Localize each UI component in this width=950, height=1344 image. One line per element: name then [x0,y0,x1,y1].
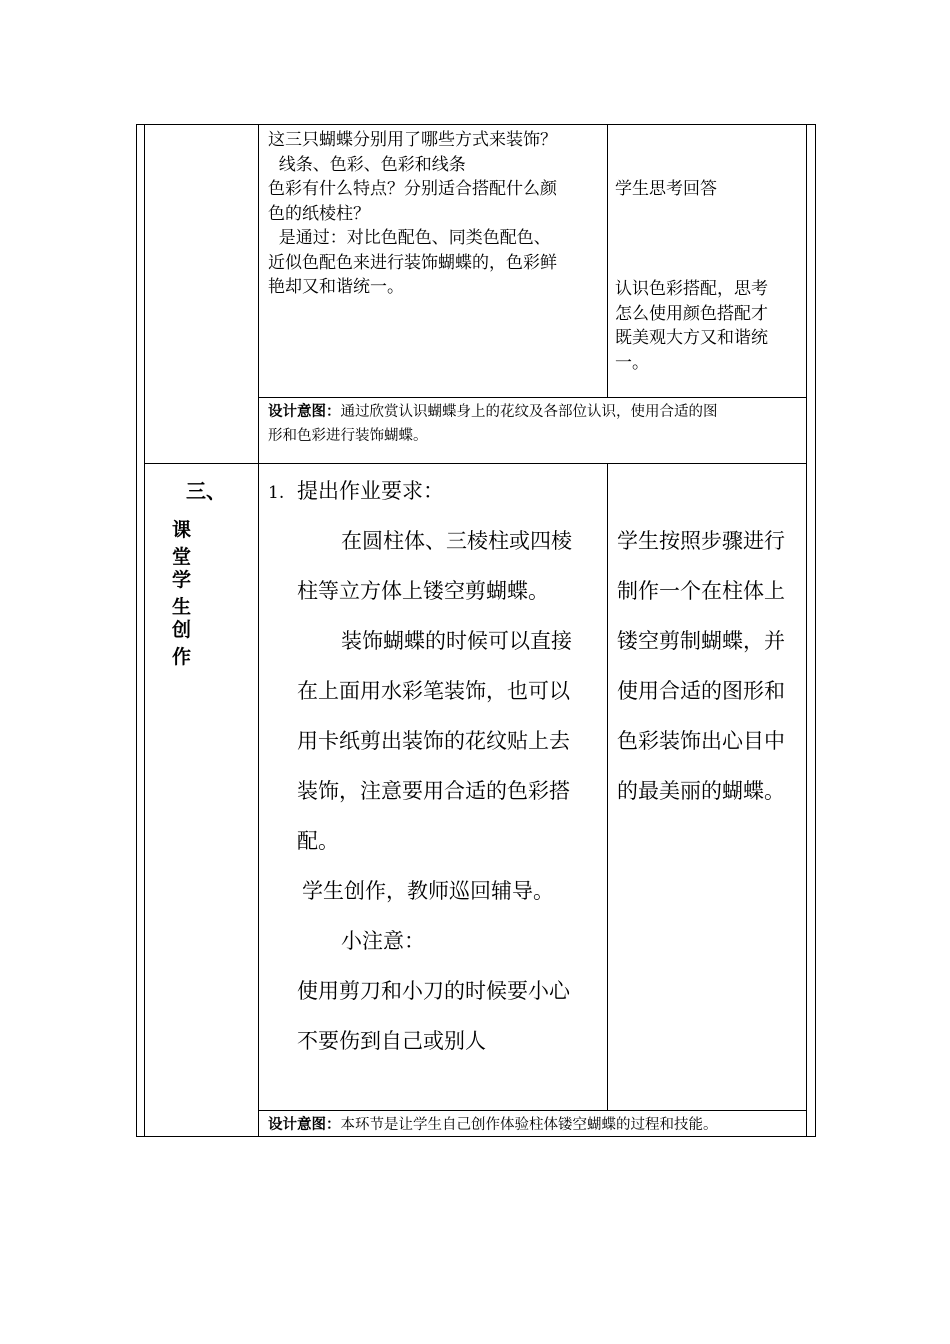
text-line: 装饰，注意要用合适的色彩搭 [297,779,570,803]
assignment-heading: 提出作业要求： [297,479,444,503]
student-task-line: 使用合适的图形和 [617,679,785,703]
section-title-line: 课 堂 [172,519,204,568]
table-subcol-divider-bottom [607,463,608,1110]
student-answer-text: 学生思考回答 [615,179,717,199]
text-line: 既美观大方又和谐统 [615,328,768,348]
text-line: 不要伤到自己或别人 [297,1029,486,1053]
design-intent-label: 设计意图： [268,404,341,420]
top-main-text [268,128,603,300]
student-task-line: 镂空剪制蝴蝶，并 [617,629,785,653]
text-line: 色彩有什么特点？分别适合搭配什么颜 [268,179,557,199]
text-line: 用卡纸剪出装饰的花纹贴上去 [297,729,570,753]
text-line: 线条、色彩、色彩和线条 [268,154,466,175]
text-line: 艳却又和谐统一。 [268,277,404,297]
text-line: 柱等立方体上镂空剪蝴蝶。 [297,579,549,603]
student-task-line: 色彩装饰出心目中 [617,729,785,753]
text-line: 是通过：对比色配色、同类色配色、 [268,228,551,248]
section-title-line: 学 生 [172,569,204,618]
text-line: 近似色配色来进行装饰蝴蝶的，色彩鲜 [268,252,557,273]
text-line: 色的纸棱柱？ [268,203,370,224]
design-intent-2 [268,1113,813,1137]
list-number: 1. [268,483,285,503]
text-line: 怎么使用颜色搭配才 [615,303,768,324]
section-number: 三、 [186,479,226,503]
text-line: 在上面用水彩笔装饰，也可以 [297,679,570,703]
design-intent-text: 本环节是让学生自己创作体验柱体镂空蝴蝶的过程和技能。 [340,1117,718,1133]
design-intent-1 [268,400,803,448]
design-row2-top-border [258,1110,806,1111]
text-line: 小注意： [341,929,425,953]
text-line: 这三只蝴蝶分别用了哪些方式来装饰？ [268,130,557,150]
table-inner-border-right [806,124,807,1137]
student-task-line: 学生按照步骤进行 [617,529,785,553]
table-subcol-divider-top [607,124,608,397]
design-intent-text: 通过欣赏认识蝴蝶身上的花纹及各部位认识，使用合适的图 [340,404,718,420]
design-intent-label: 设计意图： [268,1117,341,1133]
design-row-top-border [258,397,806,398]
section-title-line: 创 作 [172,619,204,668]
design-intent-text-cont: 形和色彩进行装饰蝴蝶。 [268,428,428,444]
table-col-divider [258,124,259,1137]
text-line: 一。 [615,352,649,373]
text-line: 学生创作，教师巡回辅导。 [302,879,554,903]
student-task-line: 的最美丽的蝴蝶。 [617,779,785,803]
text-line: 认识色彩搭配，思考 [615,279,768,299]
student-task-line: 制作一个在柱体上 [617,579,785,603]
text-line: 配。 [297,829,339,853]
table-inner-border-left [144,124,145,1137]
student-activity-text [615,277,805,375]
text-line: 使用剪刀和小刀的时候要小心 [297,979,570,1003]
text-line: 装饰蝴蝶的时候可以直接 [341,629,572,653]
text-line: 在圆柱体、三棱柱或四棱 [341,529,572,553]
section-divider [144,463,806,464]
